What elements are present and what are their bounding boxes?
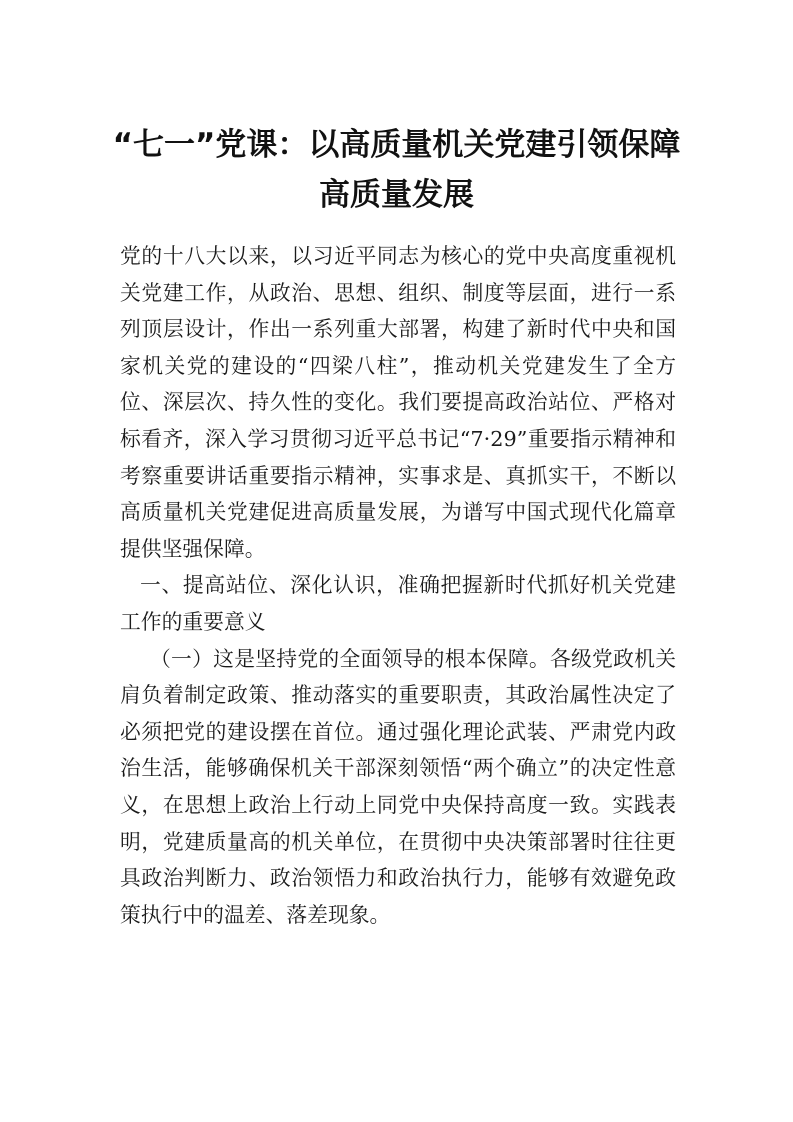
document-title: [96, 120, 697, 220]
intro-paragraph: 党的十八大以来，以习近平同志为核心的党中央高度重视机关党建工作，从政治、思想、组织、制度等层面，进行一系列顶层设计，作出一系列重大部署，构建了新时代中央和国家机关党的建设的“四梁八柱”，推动机关党建发生了全方位、深层次、持久性的变化。我们要提高政治站位、严格对标看齐，深入学习贯彻习近平总书记“7·29”重要指示精神和考察重要讲话重要指示精神，实事求是、真抓实干，不断以高质量机关党建促进高质量发展，为谱写中国式现代化篇章提供坚强保障。: [120, 244, 676, 561]
title-line-1: “七一”党课：以高质量机关党建引领保障: [112, 127, 681, 163]
document-body: [120, 238, 676, 933]
section-heading-1: 一、提高站位、深化认识，准确把握新时代抓好机关党建工作的重要意义: [120, 573, 676, 634]
subsection-paragraph-1: （一）这是坚持党的全面领导的根本保障。各级党政机关肩负着制定政策、推动落实的重要职责，其政治属性决定了必须把党的建设摆在首位。通过强化理论武装、严肃党内政治生活，能够确保机关干部深刻领悟“两个确立”的决定性意义，在思想上政治上行动上同党中央保持高度一致。实践表明，党建质量高的机关单位，在贯彻中央决策部署时往往更具政治判断力、政治领悟力和政治执行力，能够有效避免政策执行中的温差、落差现象。: [120, 646, 676, 927]
title-line-2: 高质量发展: [319, 177, 474, 213]
